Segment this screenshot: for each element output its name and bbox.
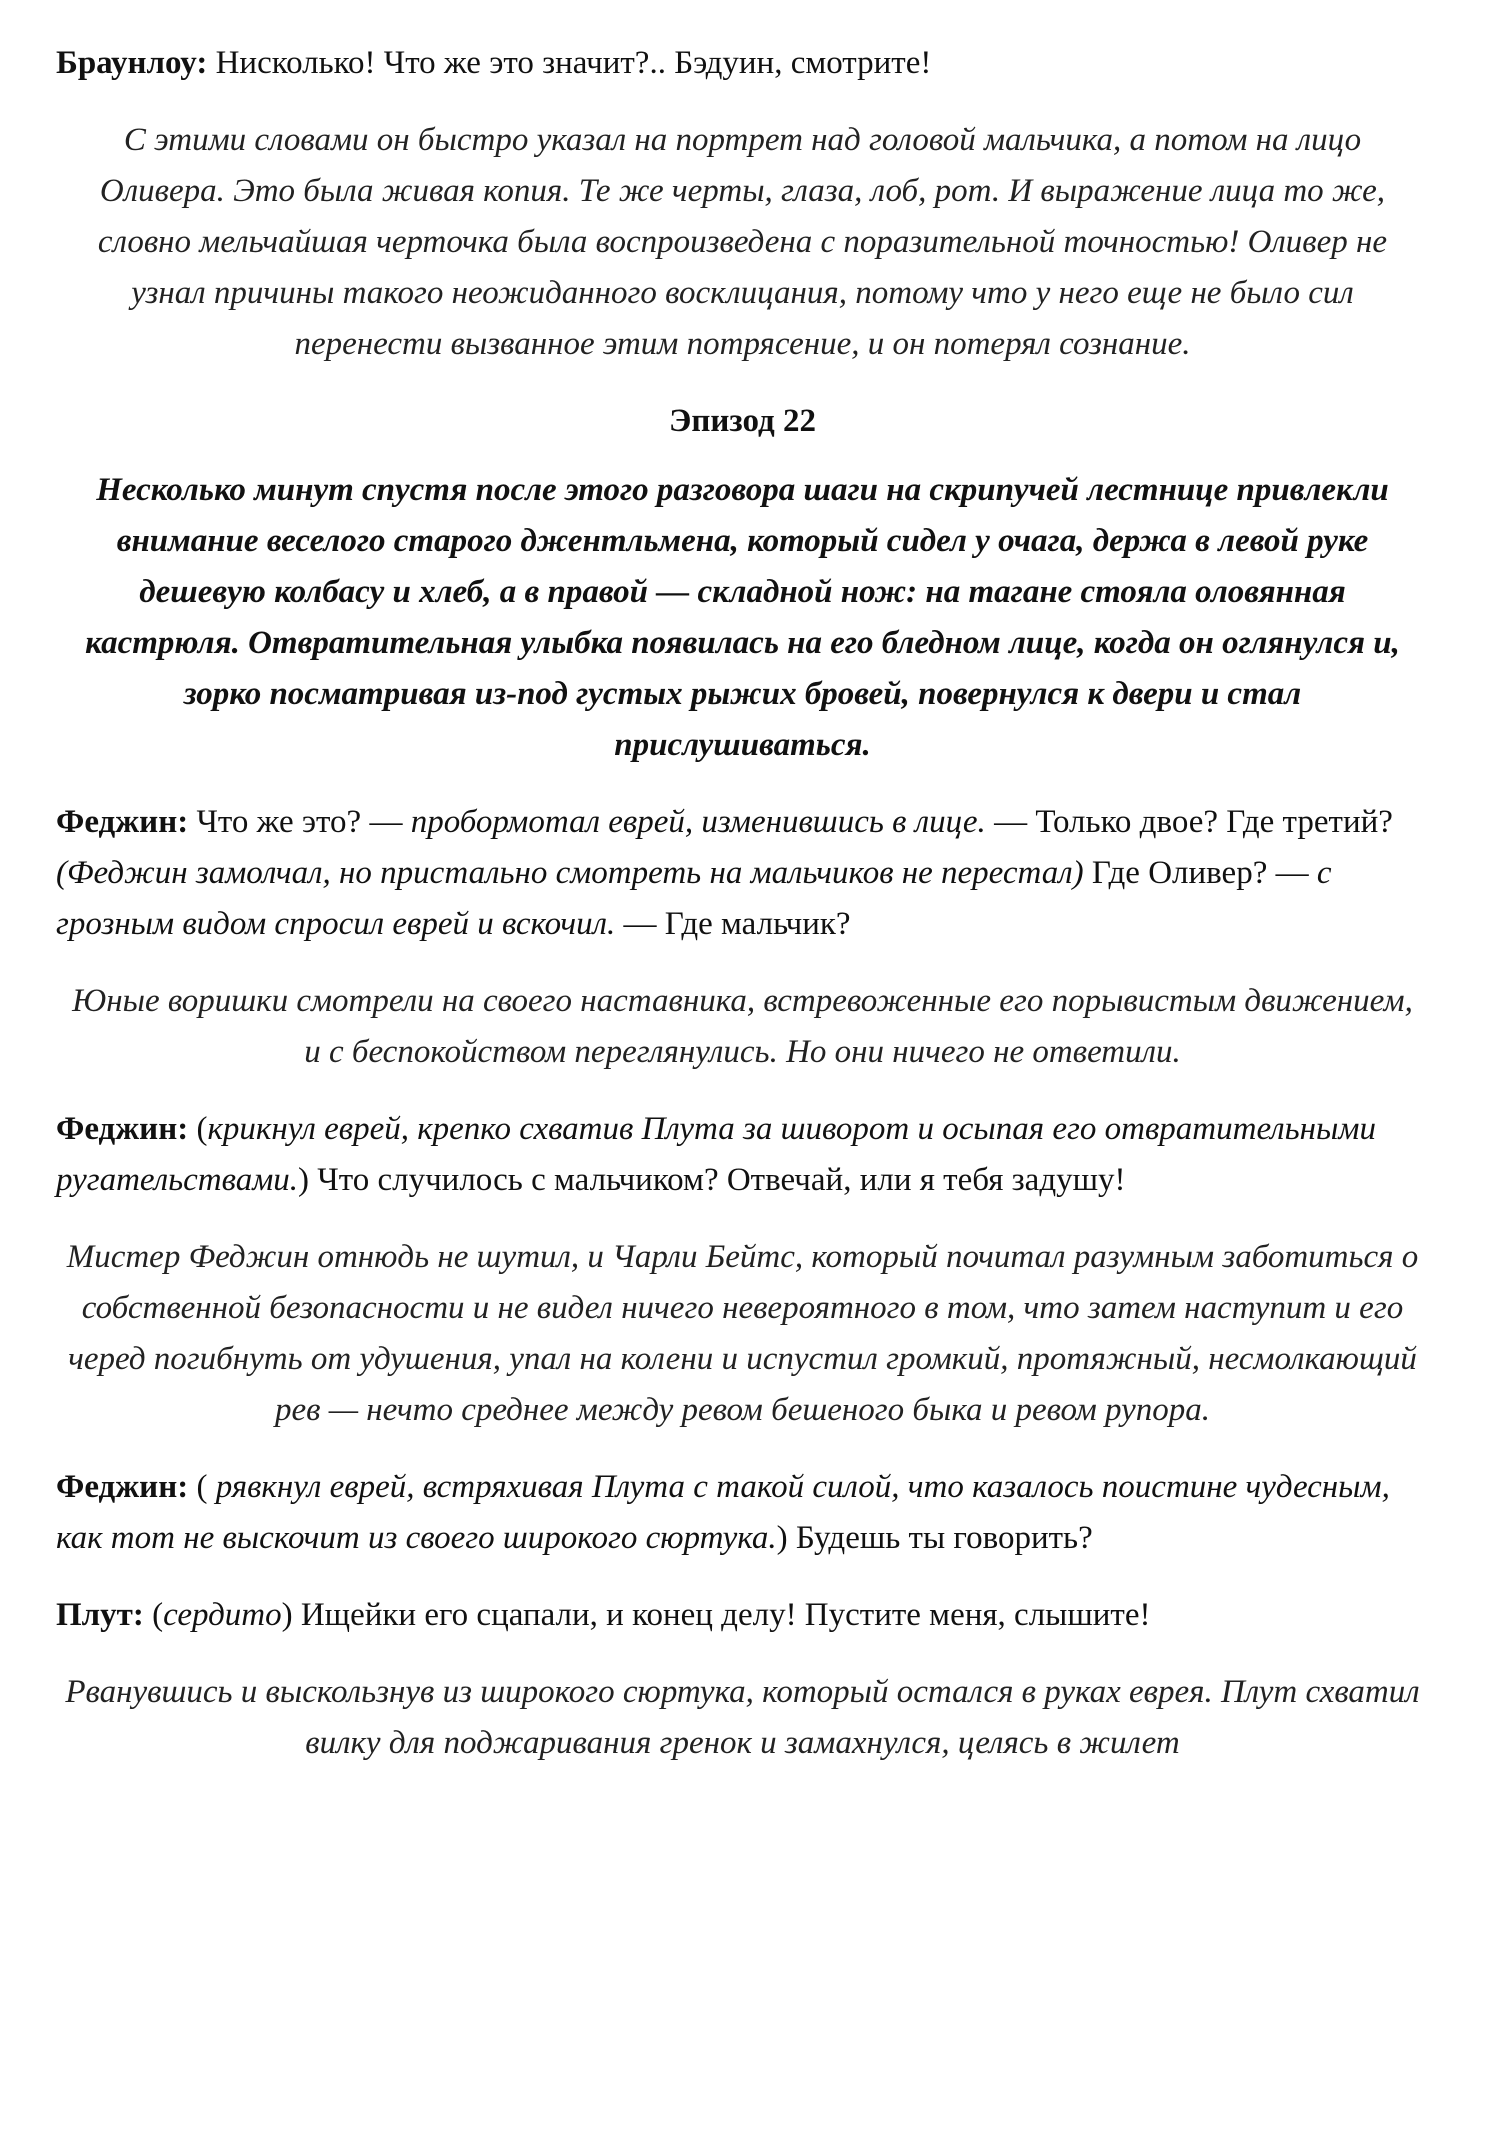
speaker-name: Плут: [56, 1597, 144, 1633]
dialogue-text: ) Ищейки его сцапали, и конец делу! Пустите меня, слышите! [281, 1597, 1151, 1633]
dialogue-fagin-2 [56, 1104, 1429, 1206]
inline-direction: крикнул еврей, крепко схватив Плута за шиворот и осыпая его отвратительными ругательствами. [56, 1111, 1376, 1198]
speaker-name: Феджин: [56, 804, 189, 840]
narration-bold: Несколько минут спустя после этого разговора шаги на скрипучей лестнице привлекли внимание веселого старого джентльмена, который сидел у очага, держа в левой руке дешевую колбасу и хлеб, а в правой — складной нож: на тагане стояла оловянная кастрюля. Отвратительная улыбка появилась на его бледном лице, когда он оглянулся и, зорко посматривая из-под густых рыжих бровей, повернулся к двери и стал прислушиваться. [85, 472, 1400, 763]
stage-direction: С этими словами он быстро указал на портрет над головой мальчика, а потом на лицо Оливера. Это была живая копия. Те же черты, глаза, лоб, рот. И выражение лица то же, словно мельчайшая черточка была воспроизведена с поразительной точностью! Оливер не узнал причины такого неожиданного восклицания, потому что у него еще не было сил перенести вызванное этим потрясение, и он потерял сознание. [97, 122, 1388, 362]
dialogue-text: ) Будешь ты говорить? [776, 1520, 1093, 1556]
stage-direction: Рванувшись и выскользнув из широкого сюртука, который остался в руках еврея. Плут схватил вилку для поджаривания гренок и замахнулся, целясь в жилет [65, 1674, 1420, 1761]
dialogue-brownlow [56, 38, 1429, 89]
episode-heading: Эпизод 22 [669, 403, 816, 439]
dialogue-text: Где Оливер? — [1083, 855, 1317, 891]
dialogue-text: — Где мальчик? [615, 906, 851, 942]
speaker-name: Феджин: [56, 1111, 189, 1147]
dialogue-text: — Только двое? Где третий? [985, 804, 1393, 840]
dialogue-text: Что же это? — [188, 804, 411, 840]
dialogue-text: Нисколько! Что же это значит?.. Бэдуин, смотрите! [207, 45, 932, 81]
dialogue-dodger [56, 1590, 1429, 1641]
dialogue-fagin-3 [56, 1462, 1429, 1564]
inline-direction: рявкнул еврей, встряхивая Плута с такой силой, что казалось поистине чудесным, как тот не выскочит из своего широкого сюртука. [56, 1469, 1390, 1556]
dialogue-text: ( [188, 1111, 208, 1147]
speaker-name: Феджин: [56, 1469, 189, 1505]
inline-direction: пробормотал еврей, изменившись в лице. [410, 804, 986, 840]
dialogue-text: ( [143, 1597, 164, 1633]
inline-direction: сердито [163, 1597, 282, 1633]
dialogue-fagin-1 [56, 797, 1429, 950]
dialogue-text: ( [188, 1469, 216, 1505]
dialogue-text: ) Что случилось с мальчиком? Отвечай, или я тебя задушу! [298, 1162, 1126, 1198]
inline-direction: с грозным видом спросил еврей и вскочил. [56, 855, 1332, 942]
inline-direction: (Феджин замолчал, но пристально смотреть на мальчиков не перестал) [56, 855, 1084, 891]
speaker-name: Браунлоу: [56, 45, 208, 81]
stage-direction: Мистер Феджин отнюдь не шутил, и Чарли Бейтс, который почитал разумным заботиться о собственной безопасности и не видел ничего невероятного в том, что затем наступит и его черед погибнуть от удушения, упал на колени и испустил громкий, протяжный, несмолкающий рев — нечто среднее между ревом бешеного быка и ревом рупора. [66, 1239, 1419, 1428]
stage-direction: Юные воришки смотрели на своего наставника, встревоженные его порывистым движением, и с беспокойством переглянулись. Но они ничего не ответили. [72, 983, 1413, 1070]
